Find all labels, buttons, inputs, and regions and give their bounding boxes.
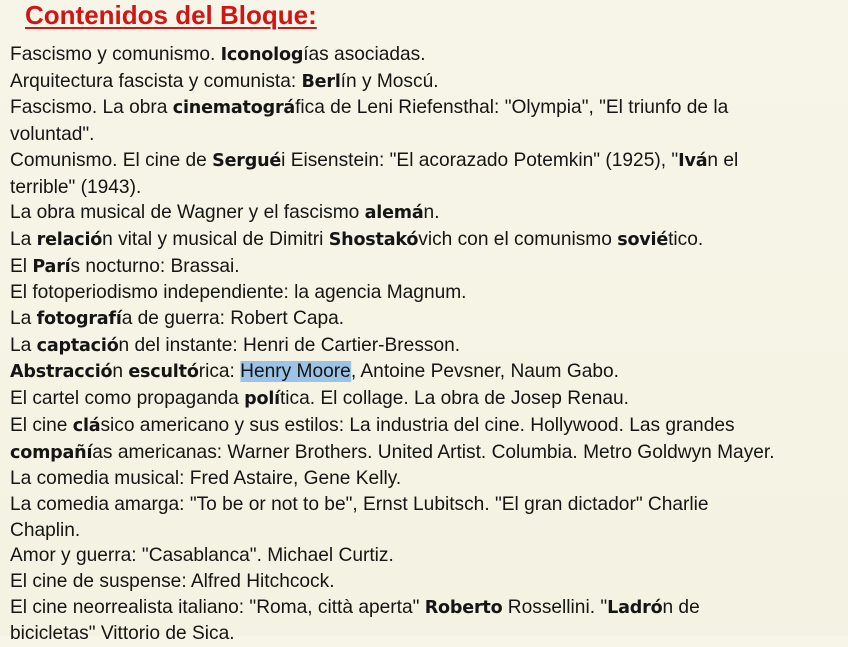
text-segment: La comedia amarga: "To be or not to be", Ernst Lubitsch. "El gran dictador" Charlie — [10, 493, 709, 515]
text-segment: Ladró — [607, 597, 663, 618]
text-segment: s nocturno: Brassai. — [70, 255, 240, 277]
text-segment: n — [112, 361, 129, 383]
text-segment: n el — [707, 149, 739, 171]
content-line — [10, 227, 846, 254]
text-segment: Fascismo. La obra — [10, 97, 173, 119]
text-segment: ías asociadas. — [303, 44, 426, 65]
text-segment: El cine neorrealista italiano: "Roma, città aperta" — [10, 596, 425, 618]
text-segment: sico americano y sus estilos: La industria del cine. Hollywood. Las grandes — [100, 414, 735, 436]
content-line — [10, 306, 846, 333]
text-segment: terrible" (1943). — [10, 176, 142, 198]
text-segment: polí — [244, 389, 280, 410]
text-segment: Iconolog — [220, 45, 304, 65]
content-line — [10, 440, 846, 467]
content-line — [10, 569, 846, 595]
text-segment: ín y Moscú. — [340, 70, 439, 92]
text-segment: bicicletas" Vittorio de Sica. — [10, 623, 235, 645]
content-line — [10, 492, 846, 518]
text-segment: El cine — [10, 414, 73, 436]
text-segment: Shostakó — [328, 229, 419, 250]
text-segment: as americanas: Warner Brothers. United Artist. Columbia. Metro Goldwyn Mayer. — [92, 441, 775, 463]
text-segment: Abstracció — [10, 362, 113, 383]
content-line — [10, 95, 846, 122]
content-line — [10, 200, 846, 227]
text-segment: relació — [36, 229, 103, 250]
text-segment: Arquitectura fascista y comunista: — [10, 70, 302, 92]
text-segment: fotografí — [36, 309, 122, 330]
text-segment: n del instante: Henri de Cartier-Bresson. — [118, 334, 461, 356]
content-line — [10, 148, 846, 175]
text-segment: La comedia musical: Fred Astaire, Gene Kelly. — [10, 468, 402, 490]
content-line — [10, 543, 846, 569]
text-segment: Parí — [32, 256, 71, 277]
text-segment: fica de Leni Riefensthal: "Olympia", "El triunfo de la — [295, 97, 729, 119]
text-segment: n vital y musical de Dimitri — [102, 228, 329, 250]
text-segment: El cine de suspense: Alfred Hitchcock. — [10, 571, 335, 593]
content-line — [10, 413, 846, 440]
text-segment: escultó — [128, 362, 199, 383]
text-segment: tico. — [668, 228, 704, 250]
text-segment: Ivá — [678, 150, 708, 171]
content-line — [10, 69, 846, 96]
content-line — [10, 280, 846, 306]
content-line — [10, 333, 846, 360]
text-segment: El cartel como propaganda — [10, 388, 245, 410]
content-list — [10, 42, 848, 647]
text-segment: n. — [423, 202, 440, 224]
content-line — [10, 621, 846, 647]
text-segment: Roberto — [424, 597, 503, 618]
text-segment: i Eisenstein: "El acorazado Potemkin" (1925), " — [281, 149, 679, 171]
text-segment: Rossellini. " — [502, 596, 608, 618]
content-line — [10, 595, 846, 622]
text-segment: vich con el comunismo — [418, 228, 618, 250]
text-segment: Berl — [301, 71, 341, 92]
text-segment: n de — [662, 596, 700, 618]
text-segment: Fascismo y comunismo. — [10, 44, 221, 65]
content-line — [10, 518, 846, 544]
text-segment: La — [10, 334, 37, 356]
text-segment: El — [10, 255, 33, 277]
text-segment: clá — [72, 415, 101, 436]
text-segment: compañí — [10, 442, 93, 463]
text-segment: voluntad". — [10, 124, 95, 146]
content-line — [10, 386, 846, 413]
text-segment: alemá — [364, 203, 424, 224]
text-segment: a de guerra: Robert Capa. — [121, 308, 345, 330]
text-segment: , Antoine Pevsner, Naum Gabo. — [350, 361, 619, 383]
selected-text: Henry Moore — [240, 361, 351, 383]
text-segment: captació — [36, 335, 119, 356]
text-segment: El fotoperiodismo independiente: la agencia Magnum. — [10, 282, 467, 304]
content-line — [10, 175, 846, 201]
text-segment: cinematográ — [172, 98, 296, 119]
text-segment: La obra musical de Wagner y el fascismo — [10, 202, 365, 224]
text-segment: rica: — [198, 361, 241, 383]
content-line — [10, 42, 846, 69]
content-line — [10, 359, 846, 386]
text-segment: Sergué — [212, 150, 282, 171]
text-segment: sovié — [617, 229, 669, 250]
text-segment: Chaplin. — [10, 519, 81, 541]
content-line — [10, 122, 846, 148]
text-segment: Amor y guerra: "Casablanca". Michael Curtiz. — [10, 545, 394, 567]
content-line — [10, 466, 846, 492]
slide-title: Contenidos del Bloque: — [25, 0, 317, 30]
text-segment: tica. El collage. La obra de Josep Renau. — [279, 388, 630, 410]
text-segment: La — [10, 308, 37, 330]
text-segment: La — [10, 228, 37, 250]
content-line — [10, 254, 846, 281]
text-segment: Comunismo. El cine de — [10, 149, 213, 171]
